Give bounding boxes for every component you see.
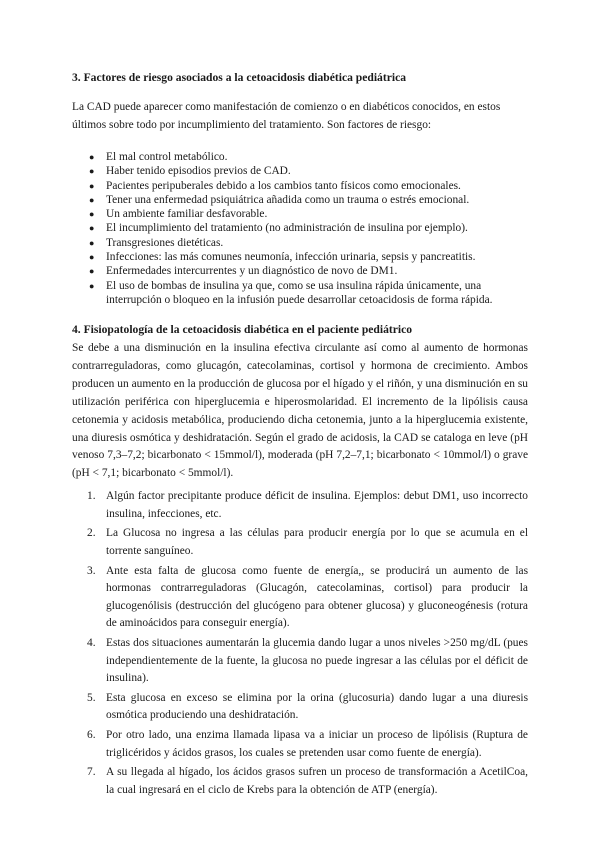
bullet-icon: ● [89,266,95,277]
list-item: ● Enfermedades intercurrentes y un diagnóstico de novo de DM1. [89,265,398,278]
section-3-intro: La CAD puede aparecer como manifestación de comienzo o en diabéticos conocidos, en estos últimos sobre todo por incumplimiento del tratamiento. Son factores de riesgo: [72,101,501,131]
bullet-icon: ● [89,152,95,162]
section-4-body: Se debe a una disminución en la insulina efectiva circulante así como al aumento de hormonas contrarreguladoras, como glucagón, catecolaminas, cortisol y hormona de crecimiento. Ambos producen un aumento en la producción de glucosa por el hígado y el riñón, y una disminución en su utilización periférica con hiperglucemia e hiperosmolaridad. El incremento de la lipólisis causa cetonemia y acidosis metabólica, produciendo dicha cetonemia, junto a la hiperglucemia existente, una diuresis osmótica y deshidratación. Según el grado de acidosis, la CAD se cataloga en leve (pH venoso 7,3–7,2; bicarbonato < 15mmol/l), moderada (pH 7,2–7,1; bicarbonato < 10mmol/l) o grave (pH < 7,1; bicarbonato < 5mmol/l). [72,342,528,480]
list-item: 1. Algún factor precipitante produce déficit de insulina. Ejemplos: debut DM1, uso incorrecto insulina, infecciones, etc. [87,490,528,520]
list-item: 4. Estas dos situaciones aumentarán la glucemia dando lugar a unos niveles >250 mg/dL (pues independientemente de la fuente, la glucosa no puede ingresar a las células por el déficit de insulina). [87,637,528,685]
list-item: 2. La Glucosa no ingresa a las células para producir energía por lo que se acumula en el torrente sanguíneo. [87,527,528,558]
bullet-icon: ● [89,223,95,234]
step-number: 1. [87,490,96,503]
list-item: 7. A su llegada al hígado, los ácidos grasos sufren un proceso de transformación a AcetilCoa, la cual ingresará en el ciclo de Krebs para la obtención de ATP (energía). [87,766,528,796]
section-risk-factors [72,71,528,307]
list-item: ● Transgresiones dietéticas. [89,236,224,249]
list-item: ● Tener una enfermedad psiquiátrica añadida como un trauma o estrés emocional. [89,193,470,206]
section-3-heading: 3. Factores de riesgo asociados a la cetoacidosis diabética pediátrica [72,71,407,84]
list-item: ● Pacientes peripuberales debido a los cambios tanto físicos como emocionales. [89,179,461,192]
list-item: ● Un ambiente familiar desfavorable. [89,208,268,221]
bullet-icon: ● [89,180,95,191]
step-number: 4. [87,637,96,649]
bullet-icon: ● [89,194,95,205]
list-item: 3. Ante esta falta de glucosa como fuente de energía,, se producirá un aumento de las hormonas contrarreguladoras (Glucagón, catecolaminas, cortisol) para producir la glucogenólisis (destrucción del glucógeno para obtener glucosa) y gluconeogénesis (rotura de aminoácidos para conseguir energía). [87,564,528,630]
bullet-icon: ● [89,252,95,263]
list-item: ● El mal control metabólico. [89,151,228,163]
step-number: 3. [87,564,96,577]
bullet-icon: ● [89,237,95,248]
section-pathophysiology [72,323,528,801]
list-item: 6. Por otro lado, una enzima llamada lipasa va a iniciar un proceso de lipólisis (Ruptura de triglicéridos y ácidos grasos, los cuales se pretenden usar como fuente de energía). [87,728,528,759]
bullet-icon: ● [89,166,95,177]
step-number: 7. [87,766,96,779]
step-number: 6. [87,728,96,741]
bullet-icon: ● [89,280,95,291]
step-number: 2. [87,527,96,540]
step-number: 5. [87,691,96,704]
list-item: 5. Esta glucosa en exceso se elimina por la orina (glucosuria) dando lugar a una diuresis osmótica produciendo una deshidratación. [87,691,528,722]
list-item: ● El incumplimiento del tratamiento (no administración de insulina por ejemplo). [89,222,468,235]
pathophysiology-steps [72,488,528,799]
list-item: ● Haber tenido episodios previos de CAD. [89,165,291,178]
bullet-icon: ● [89,209,95,220]
section-4-heading: 4. Fisiopatología de la cetoacidosis diabética en el paciente pediátrico [72,323,413,336]
risk-factor-list [72,150,528,307]
list-item: ● El uso de bombas de insulina ya que, como se usa insulina rápida únicamente, una interrupción o bloqueo en la infusión puede desarrollar cetoacidosis de forma rápida. [89,279,493,306]
list-item: ● Infecciones: las más comunes neumonía, infección urinaria, sepsis y pancreatitis. [89,251,476,264]
